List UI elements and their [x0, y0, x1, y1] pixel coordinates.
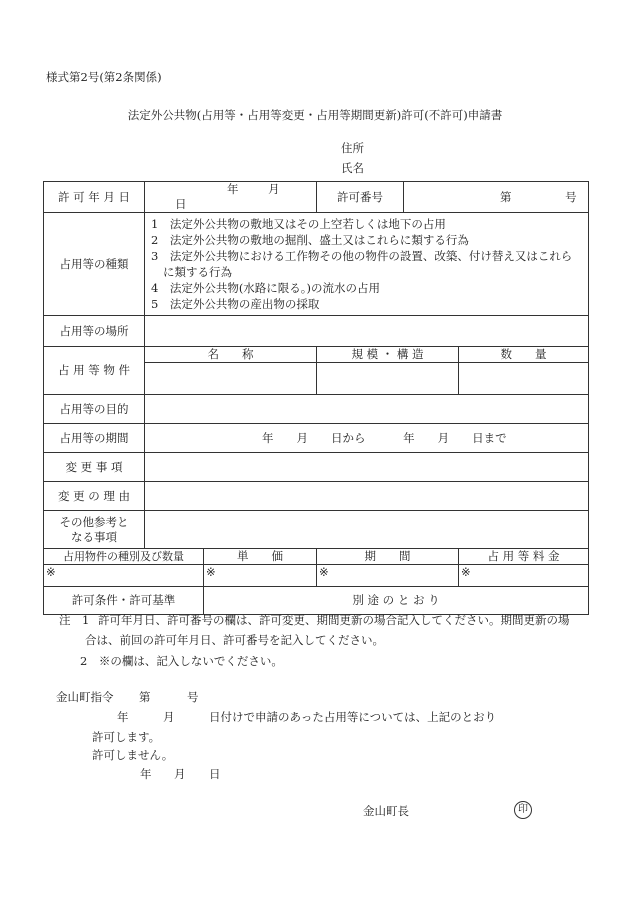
- mayor-label: 金山町長: [363, 804, 409, 818]
- permit-date-row: [44, 182, 589, 213]
- fee-type-mark: ※: [46, 565, 56, 579]
- change-field[interactable]: [145, 453, 589, 482]
- reason-label: 変 更 の 理 由: [44, 482, 145, 511]
- other-row: [44, 511, 589, 549]
- fee-value-row: [44, 565, 589, 587]
- location-field[interactable]: [145, 316, 589, 347]
- type-option-3: 3 法定外公共物における工作物その他の物件の設置、改築、付け替え又はこれら: [151, 249, 573, 263]
- location-row: [44, 316, 589, 347]
- permit-number-dai: 第: [500, 189, 512, 204]
- type-options[interactable]: [145, 213, 589, 316]
- seal-icon: 印: [514, 801, 532, 819]
- reason-row: [44, 482, 589, 511]
- location-label: 占用等の場所: [44, 316, 145, 347]
- permit-number-label: 許可番号: [317, 182, 404, 213]
- permit-number-go: 号: [565, 189, 577, 204]
- period-row: [44, 424, 589, 453]
- form-number: 様式第2号(第2条関係): [46, 70, 162, 84]
- permit-no: 許可しません。: [92, 748, 174, 762]
- directive-label: 金山町指令: [56, 690, 114, 704]
- permit-yes: 許可します。: [92, 730, 161, 744]
- type-row: [44, 213, 589, 316]
- property-header-row: [44, 347, 589, 363]
- purpose-field[interactable]: [145, 395, 589, 424]
- fee-amount-label: 占 用 等 料 金: [459, 549, 589, 565]
- property-label: 占 用 等 物 件: [44, 347, 145, 395]
- other-label-line-1: その他参考と: [59, 514, 129, 529]
- note-1-prefix: 注 1: [59, 613, 90, 627]
- type-option-4: 4 法定外公共物(水路に限る。)の流水の占用: [151, 281, 381, 295]
- address-label: 住所: [341, 141, 364, 155]
- property-name-field[interactable]: [145, 363, 317, 395]
- other-label-line-2: なる事項: [71, 529, 117, 544]
- decision-date-text: 日付けで申請のあった占用等については、上記のとおり: [209, 710, 497, 724]
- sign-month: 月: [174, 767, 186, 781]
- decision-date-month: 月: [163, 710, 175, 724]
- other-label: [44, 511, 145, 549]
- fee-type-label: 占用物件の種別及び数量: [44, 549, 204, 565]
- period-from: 年 月 日から: [262, 430, 366, 445]
- seal-mark: [514, 801, 532, 819]
- type-option-3-cont: に類する行為: [163, 265, 232, 279]
- change-label: 変 更 事 項: [44, 453, 145, 482]
- fee-unit-label: 単 価: [204, 549, 317, 565]
- application-form-table: [43, 181, 589, 615]
- property-col-name: 名 称: [145, 347, 317, 363]
- decision-date-year: 年: [117, 710, 129, 724]
- purpose-label: 占用等の目的: [44, 395, 145, 424]
- fee-amount-mark: ※: [461, 565, 471, 579]
- other-field[interactable]: [145, 511, 589, 549]
- permit-date-field[interactable]: [145, 182, 317, 213]
- note-1-line-1: 許可年月日、許可番号の欄は、許可変更、期間更新の場合記入してください。期間更新の場: [98, 613, 570, 627]
- period-label: 占用等の期間: [44, 424, 145, 453]
- document-title: 法定外公共物(占用等・占用等変更・占用等期間更新)許可(不許可)申請書: [127, 108, 503, 122]
- conditions-row: [44, 587, 589, 615]
- fee-header-row: [44, 549, 589, 565]
- type-option-1: 1 法定外公共物の敷地又はその上空若しくは地下の占用: [151, 217, 446, 231]
- note-2: 2 ※の欄は、記入しないでください。: [80, 654, 283, 668]
- permit-date-year: 年: [227, 182, 239, 196]
- period-field[interactable]: [145, 424, 589, 453]
- directive-dai: 第: [139, 690, 151, 704]
- conditions-label: 許可条件・許可基準: [44, 587, 204, 615]
- property-col-quantity: 数 量: [459, 347, 589, 363]
- property-scale-field[interactable]: [317, 363, 459, 395]
- fee-amount-field[interactable]: [459, 565, 589, 587]
- permit-date-day: 日: [175, 197, 187, 211]
- reason-field[interactable]: [145, 482, 589, 511]
- property-quantity-field[interactable]: [459, 363, 589, 395]
- type-label: 占用等の種類: [44, 213, 145, 316]
- purpose-row: [44, 395, 589, 424]
- fee-period-field[interactable]: [317, 565, 459, 587]
- property-col-scale: 規 模 ・ 構 造: [317, 347, 459, 363]
- permit-number-field[interactable]: [404, 182, 589, 213]
- permit-date-month: 月: [268, 182, 280, 196]
- name-label: 氏名: [341, 161, 364, 175]
- fee-type-field[interactable]: [44, 565, 204, 587]
- type-option-5: 5 法定外公共物の産出物の採取: [151, 297, 320, 311]
- sign-year: 年: [140, 767, 152, 781]
- note-1-line-2: 合は、前回の許可年月日、許可番号を記入してください。: [85, 633, 384, 647]
- fee-unit-mark: ※: [206, 565, 216, 579]
- fee-period-mark: ※: [319, 565, 329, 579]
- sign-day: 日: [209, 767, 221, 781]
- type-option-2: 2 法定外公共物の敷地の掘削、盛土又はこれらに類する行為: [151, 233, 469, 247]
- fee-period-label: 期 間: [317, 549, 459, 565]
- conditions-value: 別 途 の と お り: [204, 587, 589, 615]
- directive-go: 号: [187, 690, 199, 704]
- change-row: [44, 453, 589, 482]
- fee-unit-field[interactable]: [204, 565, 317, 587]
- period-to: 年 月 日まで: [403, 430, 507, 445]
- permit-date-label: 許 可 年 月 日: [44, 182, 145, 213]
